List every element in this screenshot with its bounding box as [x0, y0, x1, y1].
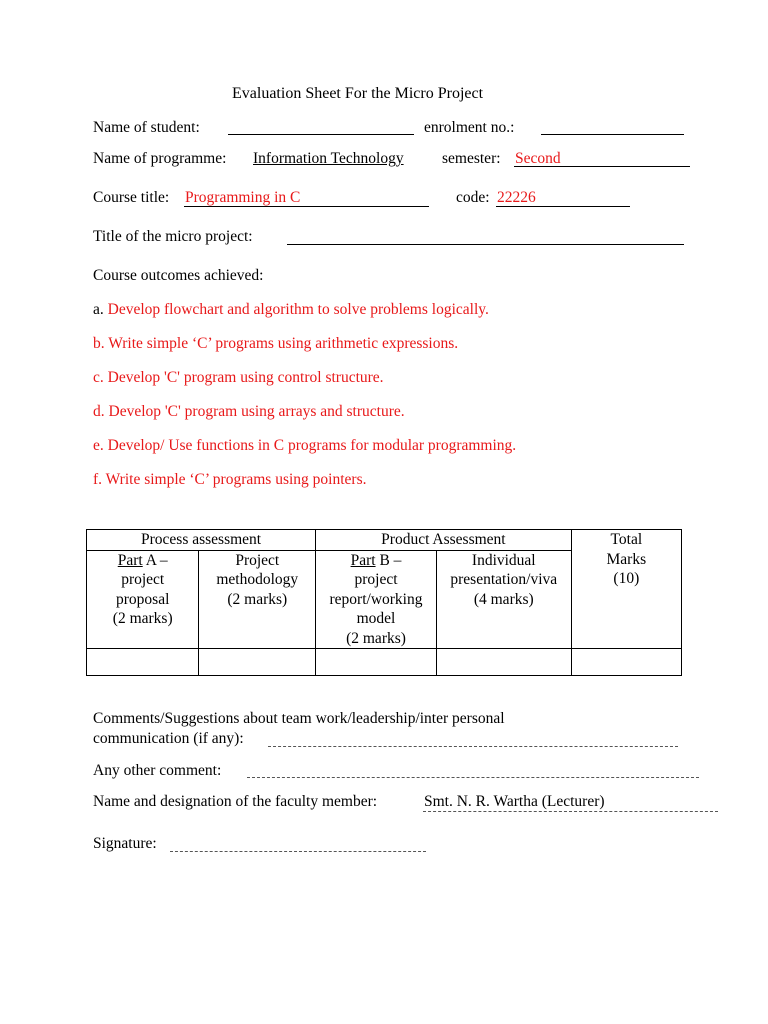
outcome-text: Develop 'C' program using control structure. [107, 369, 384, 386]
outcome-f [93, 471, 366, 489]
outcome-prefix: b. [93, 335, 105, 352]
individual-header: Individual presentation/viva (4 marks) [436, 550, 571, 649]
other-comment-field[interactable] [247, 777, 699, 778]
faculty-label: Name and designation of the faculty member: [93, 793, 378, 810]
part-b-marks-cell[interactable] [316, 649, 437, 676]
student-name-label: Name of student: [93, 119, 200, 136]
semester-label: semester: [442, 150, 501, 167]
outcomes-heading: Course outcomes achieved: [93, 267, 264, 284]
page-title: Evaluation Sheet For the Micro Project [232, 85, 484, 102]
programme-value: Information Technology [253, 150, 404, 167]
outcome-text: Write simple ‘C’ programs using pointers. [105, 471, 367, 488]
part-a-header: Part A – project proposal (2 marks) [87, 550, 199, 649]
other-comment-label: Any other comment: [93, 762, 222, 779]
micro-project-title-field[interactable] [287, 244, 684, 245]
assessment-table [86, 529, 682, 676]
part-b-header: Part B – project report/working model (2 marks) [316, 550, 437, 649]
code-value: 22226 [497, 189, 536, 206]
methodology-header: Project methodology (2 marks) [199, 550, 316, 649]
outcome-e [93, 437, 516, 455]
product-assessment-header: Product Assessment [316, 530, 572, 551]
student-name-field[interactable] [228, 134, 414, 135]
outcome-prefix: f. [93, 471, 103, 488]
process-assessment-header: Process assessment [87, 530, 316, 551]
outcome-b [93, 335, 458, 353]
enrolment-field[interactable] [541, 134, 684, 135]
outcome-prefix: c. [93, 369, 104, 386]
outcome-text: Develop 'C' program using arrays and structure. [108, 403, 405, 420]
outcome-prefix: d. [93, 403, 105, 420]
outcome-prefix: a. [93, 301, 104, 318]
micro-project-title-label: Title of the micro project: [93, 228, 253, 245]
outcome-text: Develop flowchart and algorithm to solve problems logically. [107, 301, 489, 318]
total-marks-cell[interactable] [571, 649, 681, 676]
outcome-c [93, 369, 384, 387]
course-title-field-line [184, 206, 429, 207]
individual-marks-cell[interactable] [436, 649, 571, 676]
total-marks-header: Total Marks (10) [571, 530, 681, 649]
code-field-line [496, 206, 630, 207]
faculty-value: Smt. N. R. Wartha (Lecturer) [424, 793, 605, 810]
part-a-marks-cell[interactable] [87, 649, 199, 676]
semester-field-line [514, 166, 690, 167]
outcome-text: Write simple ‘C’ programs using arithmetic expressions. [108, 335, 459, 352]
team-comments-field[interactable] [268, 746, 678, 747]
outcome-prefix: e. [93, 437, 104, 454]
faculty-field-line [423, 811, 718, 812]
signature-field[interactable] [170, 851, 426, 852]
outcome-text: Develop/ Use functions in C programs for modular programming. [107, 437, 517, 454]
course-title-label: Course title: [93, 189, 170, 206]
programme-label: Name of programme: [93, 150, 227, 167]
code-label: code: [456, 189, 490, 206]
signature-label: Signature: [93, 835, 157, 852]
methodology-marks-cell[interactable] [199, 649, 316, 676]
team-comments-label-line2: communication (if any): [93, 730, 244, 747]
team-comments-label-line1: Comments/Suggestions about team work/leadership/inter personal [93, 710, 505, 727]
semester-value: Second [515, 150, 561, 167]
course-title-value: Programming in C [185, 189, 301, 206]
enrolment-label: enrolment no.: [424, 119, 515, 136]
outcome-a [93, 301, 489, 319]
outcome-d [93, 403, 405, 421]
